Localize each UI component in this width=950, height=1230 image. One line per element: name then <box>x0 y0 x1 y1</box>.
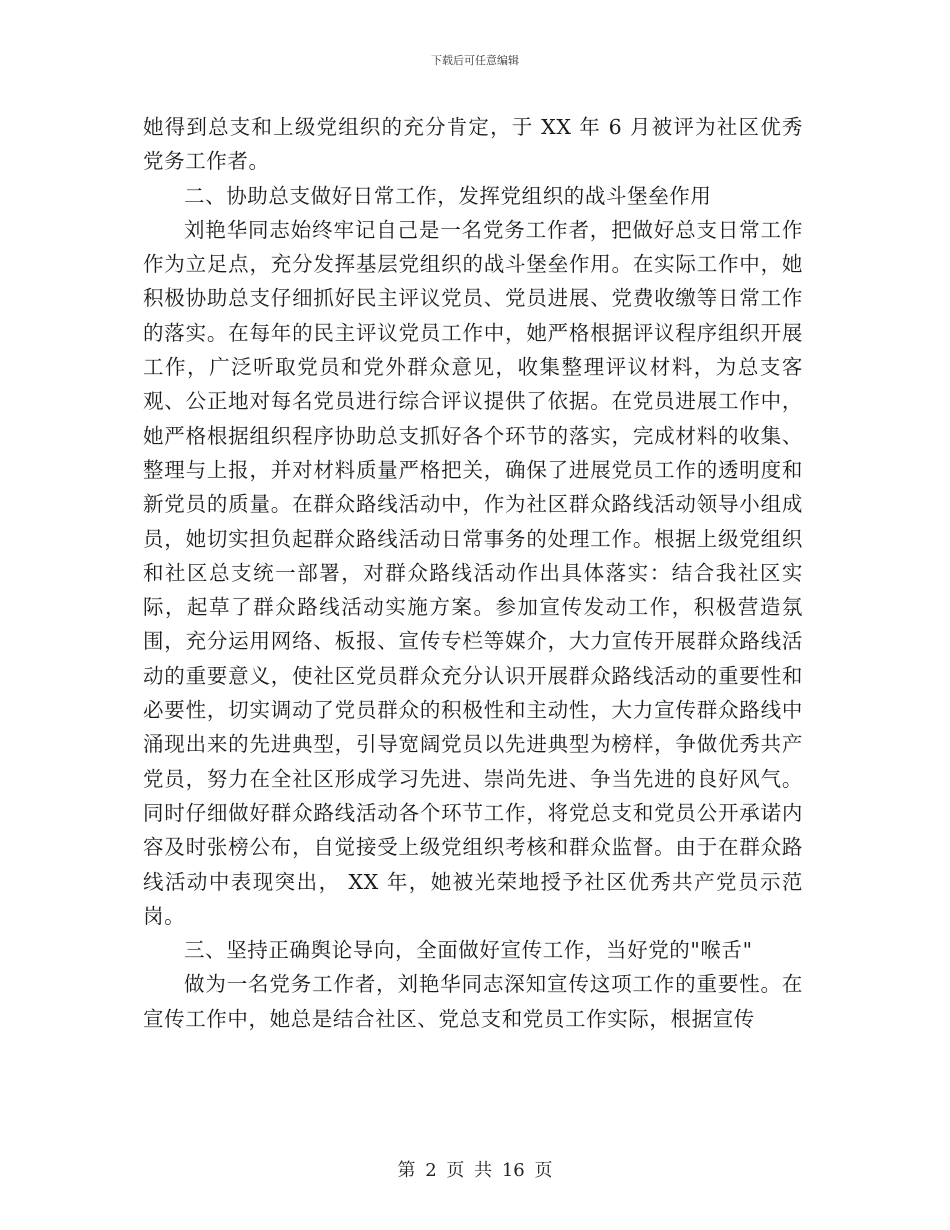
document-body <box>143 110 803 1036</box>
paragraph: 她得到总支和上级党组织的充分肯定，于 XX 年 6 月被评为社区优秀党务工作者。 <box>143 115 803 174</box>
section-heading: 三、坚持正确舆论导向，全面做好宣传工作，当好党的"喉舌" <box>184 938 753 963</box>
paragraph: 刘艳华同志始终牢记自己是一名党务工作者，把做好总支日常工作作为立足点，充分发挥基层党组织的战斗堡垒作用。在实际工作中，她积极协助总支仔细抓好民主评议党员、党员进展、党费收缴等日常工作的落实。在每年的民主评议党员工作中，她严格根据评议程序组织开展工作，广泛听取党员和党外群众意见，收集整理评议材料，为总支客观、公正地对每名党员进行综合评议提供了依据。在党员进展工作中，她严格根据组织程序协助总支抓好各个环节的落实，完成材料的收集、整理与上报，并对材料质量严格把关，确保了进展党员工作的透明度和新党员的质量。在群众路线活动中，作为社区群众路线活动领导小组成员，她切实担负起群众路线活动日常事务的处理工作。根据上级党组织和社区总支统一部署，对群众路线活动作出具体落实：结合我社区实际，起草了群众路线活动实施方案。参加宣传发动工作，积极营造氛围，充分运用网络、板报、宣传专栏等媒介，大力宣传开展群众路线活动的重要意义，使社区党员群众充分认识开展群众路线活动的重要性和必要性，切实调动了党员群众的积极性和主动性，大力宣传群众路线中涌现出来的先进典型，引导宽阔党员以先进典型为榜样，争做优秀共产党员，努力在全社区形成学习先进、崇尚先进、争当先进的良好风气。同时仔细做好群众路线活动各个环节工作，将党总支和党员公开承诺内容及时张榜公布，自觉接受上级党组织考核和群众监督。由于在群众路线活动中表现突出， XX 年，她被光荣地授予社区优秀共产党员示范岗。 <box>143 217 803 928</box>
section-heading: 二、协助总支做好日常工作，发挥党组织的战斗堡垒作用 <box>184 183 712 208</box>
page-header: 下载后可任意编辑 <box>431 54 519 67</box>
paragraph: 做为一名党务工作者，刘艳华同志深知宣传这项工作的重要性。在宣传工作中，她总是结合社区、党总支和党员工作实际，根据宣传 <box>143 972 803 1031</box>
page-footer: 第 2 页 共 16 页 <box>397 1160 553 1181</box>
